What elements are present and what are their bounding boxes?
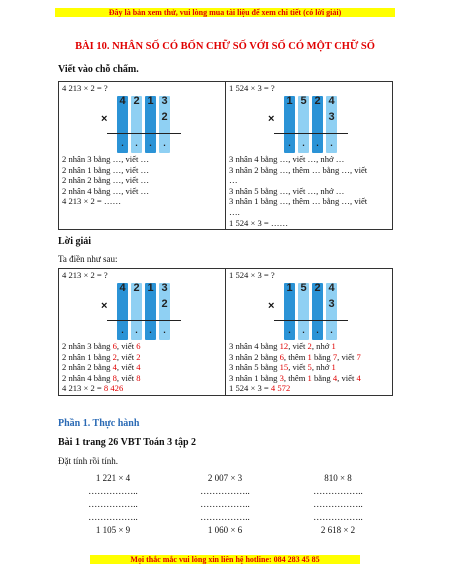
solution-line	[62, 362, 222, 373]
result-dot: .	[163, 325, 166, 335]
answer-value: 4	[356, 372, 361, 383]
place-value-column	[298, 96, 309, 153]
line-text: 3 nhân 4 bằng	[229, 341, 280, 351]
line-text: , viết	[116, 351, 137, 362]
exercise-item: 1 060 × 6	[207, 525, 243, 535]
line-text: bằng	[311, 372, 333, 383]
place-value-column	[131, 283, 142, 340]
text-line: …	[229, 175, 238, 186]
line-text: 2 nhân 1 bằng	[62, 351, 113, 362]
text-line: ….	[229, 206, 240, 217]
text-line: 2 nhân 4 bằng …, viết …	[62, 185, 150, 196]
answer-dots: ……………..	[88, 512, 138, 522]
top-digit: 5	[300, 95, 307, 107]
solution-line	[229, 383, 389, 394]
exercise-item: 2 618 × 2	[320, 525, 356, 535]
line-text: 2 nhân 3 bằng	[62, 341, 113, 351]
result-dot: .	[135, 325, 138, 335]
result-dot: .	[121, 138, 124, 148]
solution-line	[62, 383, 222, 394]
result-dot: .	[316, 138, 319, 148]
solution-table	[58, 268, 393, 396]
times-sign: ×	[268, 300, 275, 312]
top-banner: Đây là bản xem thử, vui lòng mua tài liệu để xem chi tiết (có lời giải)	[55, 8, 395, 17]
line-text: 2 nhân 2 bằng	[62, 362, 113, 373]
answer-value: 2	[307, 341, 312, 351]
left-cell	[59, 269, 226, 396]
section-heading: Phần 1. Thực hành	[58, 418, 140, 429]
line-text: 1 524 × 3 =	[229, 383, 271, 394]
result-dot: .	[316, 325, 319, 335]
result-dot: .	[302, 138, 305, 148]
line-text: , viết	[116, 372, 137, 383]
answer-dots: ……………..	[200, 486, 250, 496]
right-head: 1 524 × 3 = ?	[229, 270, 275, 280]
answer-dots: ……………..	[200, 499, 250, 509]
times-sign: ×	[101, 300, 108, 312]
left-solution-lines	[62, 341, 222, 394]
solution-line	[229, 352, 389, 363]
answer-value: 7	[356, 351, 361, 362]
left-cell	[59, 82, 226, 230]
answer-value: 2	[112, 351, 117, 362]
top-digit: 4	[328, 95, 335, 107]
top-digit: 3	[161, 282, 168, 294]
place-value-column	[159, 283, 170, 340]
exercise-item: 810 × 8	[324, 473, 352, 483]
answer-value: 4	[332, 372, 338, 383]
place-value-column	[117, 283, 128, 340]
multiplier-digit: 3	[328, 111, 335, 123]
times-sign: ×	[268, 113, 275, 125]
answer-value: 8 426	[103, 383, 124, 394]
text-line: 3 nhân 2 bằng …, thêm … bằng …, viết	[229, 164, 368, 175]
text-line: 3 nhân 5 bằng …, viết …, nhớ …	[229, 185, 345, 196]
line-text: 4 213 × 2 =	[62, 383, 104, 394]
answer-value: 12	[279, 341, 289, 351]
top-digit: 2	[314, 95, 321, 107]
right-solution-lines	[229, 341, 389, 394]
times-sign: ×	[101, 113, 108, 125]
line-text: , nhớ	[311, 341, 332, 351]
top-digit: 4	[328, 282, 335, 294]
line-text: , thêm	[283, 372, 308, 383]
sum-rule	[107, 133, 181, 134]
result-dot: .	[302, 325, 305, 335]
answer-dots: ……………..	[200, 512, 250, 522]
place-value-figure	[229, 94, 389, 154]
top-digit: 5	[300, 282, 307, 294]
place-value-column	[312, 96, 323, 153]
result-dot: .	[288, 325, 291, 335]
answer-dots: ……………..	[313, 499, 363, 509]
top-digit: 2	[133, 95, 140, 107]
answer-value: 2	[136, 351, 141, 362]
answer-value: 1	[307, 372, 312, 383]
place-value-column	[145, 283, 156, 340]
top-digit: 3	[161, 95, 168, 107]
result-dot: .	[121, 325, 124, 335]
exercise-instruction: Đặt tính rồi tính.	[58, 456, 118, 466]
place-value-column	[284, 96, 295, 153]
answer-value: 3	[279, 372, 284, 383]
bottom-banner: Mọi thắc mắc vui lòng xin liên hệ hotline: 084 283 45 85	[90, 555, 360, 564]
result-dot: .	[288, 138, 291, 148]
line-text: 3 nhân 2 bằng	[229, 351, 280, 362]
multiplier-digit: 2	[161, 111, 168, 123]
line-text: bằng	[311, 351, 333, 362]
place-value-column	[298, 283, 309, 340]
problem-table-1	[58, 81, 393, 230]
solution-line	[229, 362, 389, 373]
answer-value: 6	[112, 341, 117, 351]
text-line: 1 524 × 3 = ……	[229, 217, 289, 228]
answer-value: 5	[307, 362, 312, 373]
exercise-item: 1 221 × 4	[95, 473, 131, 483]
exercise-item: 1 105 × 9	[95, 525, 131, 535]
top-digit: 4	[119, 282, 126, 294]
exercise-item: 2 007 × 3	[207, 473, 243, 483]
right-lines	[229, 154, 389, 228]
answer-value: 7	[332, 351, 338, 362]
text-line: 2 nhân 2 bằng …, viết …	[62, 175, 150, 186]
solution-label: Lời giải	[58, 236, 92, 247]
right-head: 1 524 × 3 = ?	[229, 83, 275, 93]
multiplier-digit: 2	[161, 298, 168, 310]
line-text: , viết	[337, 372, 357, 383]
answer-dots: ……………..	[313, 486, 363, 496]
answer-value: 15	[279, 362, 289, 373]
line-text: 2 nhân 4 bằng	[62, 372, 113, 383]
answer-value: 1	[331, 362, 336, 373]
place-value-figure	[62, 94, 222, 154]
left-head: 4 213 × 2 = ?	[62, 83, 108, 93]
line-text: , viết	[288, 341, 308, 351]
answer-dots: ……………..	[88, 486, 138, 496]
place-value-column	[117, 96, 128, 153]
exercise-title: Bài 1 trang 26 VBT Toán 3 tập 2	[58, 437, 197, 448]
result-dot: .	[330, 138, 333, 148]
sum-rule	[274, 320, 348, 321]
top-digit: 1	[286, 95, 293, 107]
line-text: 3 nhân 1 bằng	[229, 372, 280, 383]
result-dot: .	[149, 325, 152, 335]
top-digit: 4	[119, 95, 126, 107]
left-head: 4 213 × 2 = ?	[62, 270, 108, 280]
result-dot: .	[149, 138, 152, 148]
result-dot: .	[163, 138, 166, 148]
line-text: 3 nhân 5 bằng	[229, 362, 280, 373]
text-line: 2 nhân 1 bằng …, viết …	[62, 164, 150, 175]
answer-dots: ……………..	[88, 499, 138, 509]
sum-rule	[274, 133, 348, 134]
top-digit: 1	[147, 282, 154, 294]
top-digit: 2	[314, 282, 321, 294]
result-dot: .	[330, 325, 333, 335]
place-value-column	[326, 283, 337, 340]
line-text: , viết	[116, 362, 137, 373]
line-text: , viết	[337, 351, 357, 362]
line-text: , thêm	[283, 351, 308, 362]
place-value-column	[131, 96, 142, 153]
top-digit: 1	[147, 95, 154, 107]
place-value-figure	[229, 281, 389, 341]
answer-value: 4	[136, 362, 141, 373]
place-value-column	[312, 283, 323, 340]
solution-line	[229, 341, 389, 352]
place-value-column	[159, 96, 170, 153]
answer-dots: ……………..	[313, 512, 363, 522]
solution-line	[62, 341, 222, 352]
answer-value: 8	[112, 372, 117, 383]
lesson-title: BÀI 10. NHÂN SỐ CÓ BỐN CHỮ SỐ VỚI SỐ CÓ MỘT CHỮ SỐ	[75, 41, 375, 52]
answer-value: 6	[136, 341, 141, 351]
answer-value: 4	[112, 362, 117, 373]
answer-value: 1	[331, 341, 336, 351]
right-cell	[226, 82, 393, 230]
result-dot: .	[135, 138, 138, 148]
left-lines	[62, 154, 222, 207]
text-line: 2 nhân 3 bằng …, viết …	[62, 154, 150, 164]
answer-value: 4 572	[270, 383, 291, 394]
solution-intro: Ta điền như sau:	[58, 254, 118, 264]
line-text: , viết	[116, 341, 137, 351]
top-digit: 1	[286, 282, 293, 294]
line-text: , nhớ	[311, 362, 332, 373]
place-value-column	[145, 96, 156, 153]
sum-rule	[107, 320, 181, 321]
text-line: 3 nhân 4 bằng …, viết …, nhớ …	[229, 154, 345, 164]
answer-value: 8	[136, 372, 141, 383]
top-digit: 2	[133, 282, 140, 294]
place-value-column	[284, 283, 295, 340]
solution-line	[62, 352, 222, 363]
multiplier-digit: 3	[328, 298, 335, 310]
text-line: 3 nhân 1 bằng …, thêm … bằng …, viết	[229, 196, 368, 207]
right-cell	[226, 269, 393, 396]
instruction: Viết vào chỗ chấm.	[58, 64, 139, 75]
place-value-figure	[62, 281, 222, 341]
place-value-column	[326, 96, 337, 153]
answer-value: 6	[279, 351, 284, 362]
answer-value: 1	[307, 351, 312, 362]
text-line: 4 213 × 2 = ……	[62, 196, 122, 207]
line-text: , viết	[288, 362, 308, 373]
solution-line	[229, 373, 389, 384]
solution-line	[62, 373, 222, 384]
